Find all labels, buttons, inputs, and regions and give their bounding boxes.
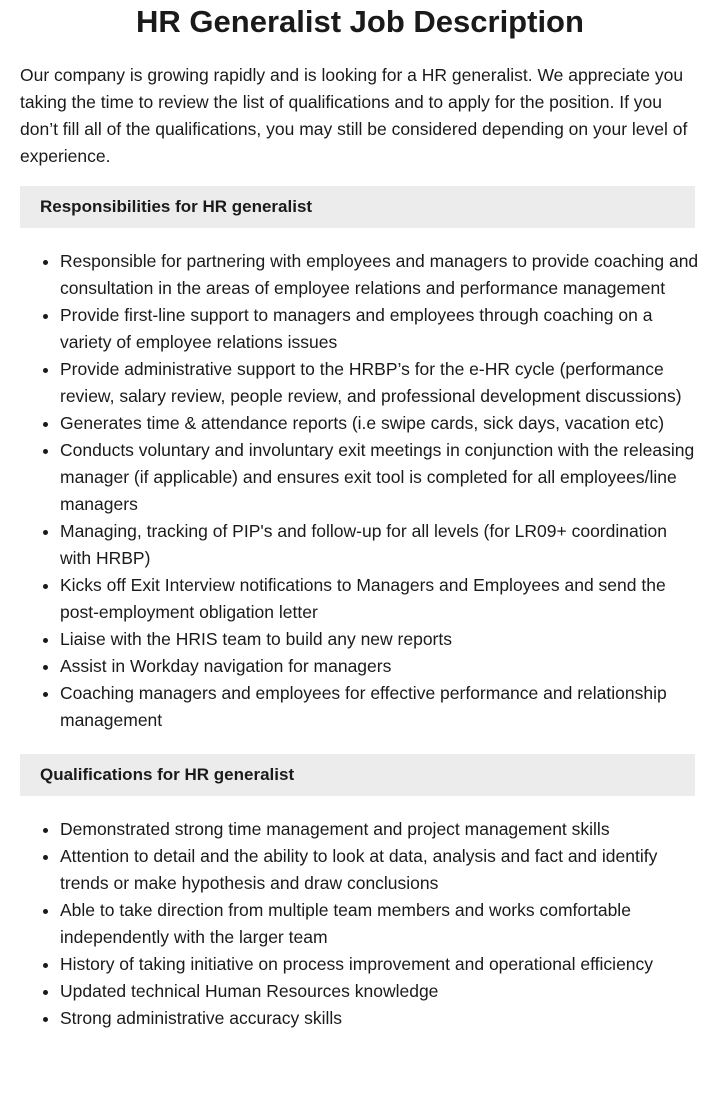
- intro-paragraph: Our company is growing rapidly and is looking for a HR generalist. We appreciate you taking the time to review the list of qualifications and to apply for the position. If you don’t fill all of the qualifications, you may still be considered depending on your level of experience.: [20, 65, 688, 166]
- list-item: • Updated technical Human Resources knowledge: [60, 978, 700, 1005]
- list-item: • Attention to detail and the ability to look at data, analysis and fact and identify trends or make hypothesis and draw conclusions: [60, 843, 700, 897]
- list-item: • Liaise with the HRIS team to build any new reports: [60, 626, 700, 653]
- list-item: • Strong administrative accuracy skills: [60, 1005, 700, 1032]
- list-item: • Kicks off Exit Interview notifications to Managers and Employees and send the post-employment obligation letter: [60, 572, 700, 626]
- list-item: • Demonstrated strong time management and project management skills: [60, 816, 700, 843]
- list-item: • Provide first-line support to managers and employees through coaching on a variety of employee relations issues: [60, 302, 700, 356]
- list-item: • Responsible for partnering with employees and managers to provide coaching and consultation in the areas of employee relations and performance management: [60, 248, 700, 302]
- list-item: • Assist in Workday navigation for managers: [60, 653, 700, 680]
- list-item: • Generates time & attendance reports (i.e swipe cards, sick days, vacation etc): [60, 410, 700, 437]
- responsibilities-list: [0, 248, 700, 734]
- list-item: • Provide administrative support to the HRBP’s for the e-HR cycle (performance review, salary review, people review, and professional development discussions): [60, 356, 700, 410]
- list-item: • Conducts voluntary and involuntary exit meetings in conjunction with the releasing manager (if applicable) and ensures exit tool is completed for all employees/line managers: [60, 437, 700, 518]
- qualifications-list: [0, 816, 700, 1032]
- list-item: • Able to take direction from multiple team members and works comfortable independently with the larger team: [60, 897, 700, 951]
- list-item: • Coaching managers and employees for effective performance and relationship management: [60, 680, 700, 734]
- list-item: • Managing, tracking of PIP's and follow-up for all levels (for LR09+ coordination with HRBP): [60, 518, 700, 572]
- qualifications-heading: Qualifications for HR generalist: [20, 754, 695, 796]
- list-item: • History of taking initiative on process improvement and operational efficiency: [60, 951, 700, 978]
- page-title: HR Generalist Job Description: [136, 4, 584, 39]
- responsibilities-heading: Responsibilities for HR generalist: [20, 186, 695, 228]
